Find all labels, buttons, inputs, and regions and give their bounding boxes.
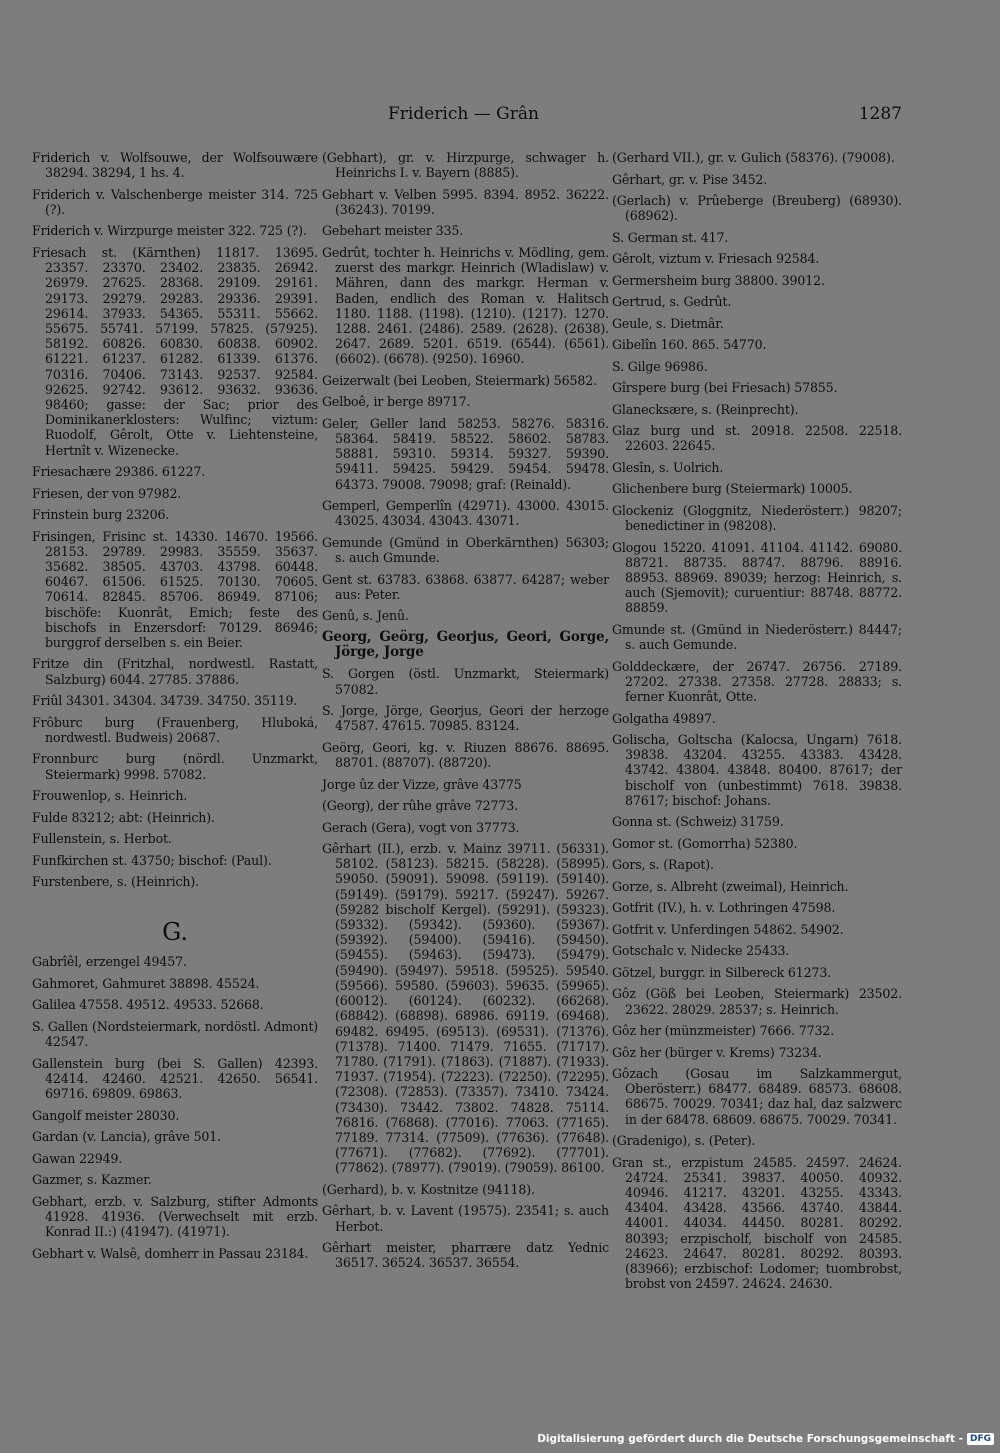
index-entry: Fronnburc burg (nördl. Unzmarkt, Steiermark) 9998. 57082. [32, 751, 318, 782]
index-entry: S. Jorge, Jörge, Georjus, Geori der herzoge 47587. 47615. 70985. 83124. [322, 703, 609, 734]
index-entry: Glesîn, s. Uolrich. [612, 459, 724, 475]
index-entry: Gonna st. (Schweiz) 31759. [612, 814, 784, 830]
index-entry: Golgatha 49897. [612, 710, 716, 726]
index-entry: S. Gilge 96986. [612, 358, 708, 374]
index-entry: Golischa, Goltscha (Kalocsa, Ungarn) 7618. 39838. 43204. 43255. 43383. 43428. 43742. 43804. 43848. 80400. 87617; der bischolf von (unbestimmt) 7618. 39838. 87617; bischof: Johans. [612, 732, 902, 808]
index-entry: Glockeniz (Gloggnitz, Niederösterr.) 98207; benedictiner in (98208). [612, 502, 902, 534]
index-entry: Germersheim burg 38800. 39012. [612, 272, 825, 288]
index-entry: Gêrhart (II.), erzb. v. Mainz 39711. (56331). 58102. (58123). 58215. (58228). (58995). 59050. (59091). 59098. (59119). (59140). (59149). (59179). 59217. (59247). 59267. (59282 bischolf Kergel). (59291). (59323). (59332). (59342). (59360). (59367). (59392). (59400). (59416). (59450). (59455). (59463). (59473). (59479). (59490). (59497). 59518. (59525). 59540. (59566). 59580. (59603). 59635. (59965). (60012). (60124). (60232). (66268). (68842). (68898). 68986. 69119. (69468). 69482. 69495. (69513). (69531). (71376). (71378). 71400. 71479. 71655. (71717). 71780. (71791). (71863). (71887). (71933). 71937. (71954). (72223). (72250). (72295). (72308). (72853). (73357). 73410. 73424. (73430). 73442. 73802. 74828. 75114. 76816. (76868). (77016). 77063. (77165). 77189. 77314. (77509). (77636). (77648). (77671). (77682). (77692). (77701). (77862). (78977). (79019). (79059). 86100. [322, 841, 609, 1176]
index-entry: Frôburc burg (Frauenberg, Hluboká, nordwestl. Budweis) 20687. [32, 714, 318, 745]
index-entry: Friderich v. Wolfsouwe, der Wolfsouwære 38294. 38294, 1 hs. 4. [32, 150, 318, 181]
index-entry: Genû, s. Jenû. [322, 608, 409, 624]
index-entry: Funfkirchen st. 43750; bischof: (Paul). [32, 852, 272, 868]
index-entry: Gerach (Gera), vogt von 37773. [322, 819, 520, 835]
index-entry: Fulde 83212; abt: (Heinrich). [32, 809, 215, 825]
index-entry: (Gerhard), b. v. Kostnitze (94118). [322, 1181, 535, 1197]
index-entry: Frouwenlop, s. Heinrich. [32, 788, 188, 804]
index-entry: Gors, s. (Rapot). [612, 857, 714, 873]
index-entry: Gebhart v. Walsê, domherr in Passau 23184. [32, 1245, 309, 1261]
index-entry: Gebhart, erzb. v. Salzburg, stifter Admonts 41928. 41936. (Verwechselt mit erzb. Konrad II.:) (41947). (41971). [32, 1193, 318, 1239]
index-entry: Friderich v. Valschenberge meister 314. 725 (?). [32, 186, 318, 217]
index-entry: Galilea 47558. 49512. 49533. 52668. [32, 997, 264, 1013]
index-entry: Gêrhart meister, pharrære datz Yednic 36517. 36524. 36537. 36554. [322, 1240, 609, 1271]
index-entry: Friderich v. Wirzpurge meister 322. 725 (?). [32, 223, 307, 239]
index-entry: Jorge ûz der Vizze, grâve 43775 [322, 776, 522, 792]
index-entry: Frinstein burg 23206. [32, 507, 170, 523]
index-entry: Gabrîêl, erzengel 49457. [32, 954, 187, 970]
index-entry: Gran st., erzpistum 24585. 24597. 24624. 24724. 25341. 39837. 40050. 40932. 40946. 41217. 43201. 43255. 43343. 43404. 43428. 43566. 43740. 43844. 44001. 44034. 44450. 80281. 80292. 80393; erzpischolf, bischolf von 24585. 24623. 24647. 80281. 80292. 80393. (83966); erzbischof: Lodomer; tuombrobst, brobst von 24597. 24624. 24630. [612, 1154, 902, 1292]
index-entry: Gebhart v. Velben 5995. 8394. 8952. 36222. (36243). 70199. [322, 186, 609, 217]
index-entry: Gêrolt, viztum v. Friesach 92584. [612, 251, 820, 267]
index-entry: (Georg), der rûhe grâve 72773. [322, 798, 518, 814]
index-entry: Gahmoret, Gahmuret 38898. 45524. [32, 975, 260, 991]
index-entry: Gardan (v. Lancia), grâve 501. [32, 1129, 222, 1145]
index-entry: Gotfrit v. Unferdingen 54862. 54902. [612, 921, 844, 937]
index-entry: Fullenstein, s. Herbot. [32, 831, 172, 847]
index-entry: Gemperl, Gemperlîn (42971). 43000. 43015. 43025. 43034. 43043. 43071. [322, 498, 609, 529]
index-entry: Gawan 22949. [32, 1150, 123, 1166]
index-entry: Gertrud, s. Gedrût. [612, 294, 732, 310]
index-entry: Geler, Geller land 58253. 58276. 58316. 58364. 58419. 58522. 58602. 58783. 58881. 59310. 59314. 59327. 59390. 59411. 59425. 59429. 59454. 59478. 64373. 79008. 79098; graf: (Reinald). [322, 415, 609, 492]
index-entry: Glanecksære, s. (Reinprecht). [612, 401, 799, 417]
index-entry: Gôz her (münzmeister) 7666. 7732. [612, 1023, 835, 1039]
index-entry: Gôz (Göß bei Leoben, Steiermark) 23502. 23622. 28029. 28537; s. Heinrich. [612, 986, 902, 1017]
index-entry: Gallenstein burg (bei S. Gallen) 42393. 42414. 42460. 42521. 42650. 56541. 69716. 69809. 69863. [32, 1055, 318, 1102]
index-entry: Götzel, burggr. in Silbereck 61273. [612, 964, 832, 980]
index-entry: Friesach st. (Kärnthen) 11817. 13695. 23357. 23370. 23402. 23835. 26942. 26979. 27625. 28368. 29109. 29161. 29173. 29279. 29283. 29336. 29391. 29614. 37933. 54365. 55311. 55662. 55675. 55741. 57199. 57825. (57925). 58192. 60826. 60830. 60838. 60902. 61221. 61237. 61282. 61339. 61376. 70316. 70406. 73143. 92537. 92584. 92625. 92742. 93612. 93632. 93636. 98460; gasse: der Sac; prior des Dominikanerklosters: Wulfinc; viztum: Ruodolf, Gêrolt, Otte v. Liehtensteine, Hertnît v. Wizenecke. [32, 244, 318, 458]
index-entry: Geule, s. Dietmâr. [612, 315, 724, 331]
index-column-1 [32, 150, 318, 1267]
index-entry: Geizerwalt (bei Leoben, Steiermark) 56582. [322, 372, 597, 388]
footer-credit [537, 1433, 994, 1445]
index-entry: Golddeckære, der 26747. 26756. 27189. 27202. 27338. 27358. 27728. 28833; s. ferner Kuonrât, Otte. [612, 658, 902, 705]
index-entry: Gelboê, ir berge 89717. [322, 394, 471, 410]
index-entry: Gmunde st. (Gmünd in Niederösterr.) 84447; s. auch Gemunde. [612, 621, 902, 653]
index-column-3 [612, 150, 902, 1298]
index-entry: Gemunde (Gmünd in Oberkärnthen) 56303; s. auch Gmunde. [322, 534, 609, 566]
index-entry: (Gerhard VII.), gr. v. Gulich (58376). (79008). [612, 150, 895, 165]
index-entry: Gazmer, s. Kazmer. [32, 1172, 152, 1188]
index-entry: S. Gallen (Nordsteiermark, nordöstl. Admont) 42547. [32, 1018, 318, 1050]
footer-text: Digitalisierung gefördert durch die Deutsche Forschungsgemeinschaft - [537, 1433, 963, 1445]
index-entry: Geörg, Geori, kg. v. Riuzen 88676. 88695. 88701. (88707). (88720). [322, 739, 609, 771]
index-entry: (Gebhart), gr. v. Hirzpurge, schwager h. Heinrichs I. v. Bayern (8885). [322, 150, 609, 181]
index-entry: Fritze din (Fritzhal, nordwestl. Rastatt, Salzburg) 6044. 27785. 37886. [32, 656, 318, 687]
section-heading: G. [162, 918, 188, 947]
index-entry: Glichenbere burg (Steiermark) 10005. [612, 481, 853, 497]
index-entry: (Gerlach) v. Prûeberge (Breuberg) (68930). (68962). [612, 193, 902, 224]
index-entry: Gorze, s. Albreht (zweimal), Heinrich. [612, 878, 849, 894]
page-header [0, 104, 1000, 134]
index-entry: Gîrspere burg (bei Friesach) 57855. [612, 380, 838, 396]
index-entry: Gêrhart, gr. v. Pise 3452. [612, 171, 768, 187]
index-entry: S. German st. 417. [612, 229, 729, 245]
index-entry: Friûl 34301. 34304. 34739. 34750. 35119. [32, 693, 298, 709]
index-entry: Friesen, der von 97982. [32, 485, 182, 501]
index-entry: Glaz burg und st. 20918. 22508. 22518. 22603. 22645. [612, 423, 902, 454]
index-entry: Gebehart meister 335. [322, 223, 464, 239]
index-entry: Gedrût, tochter h. Heinrichs v. Mödling, gem. zuerst des markgr. Heinrich (Wladislaw) v. Mähren, dann des markgr. Herman v. Baden, endlich des Roman v. Halitsch 1180. 1188. (1198). (1210). (1217). 1270. 1288. 2461. (2486). 2589. (2628). (2638). 2647. 2689. 5201. 6519. (6544). (6561). (6602). (6678). (9250). 16960. [322, 244, 609, 367]
index-entry: Gent st. 63783. 63868. 63877. 64287; weber aus: Peter. [322, 571, 609, 602]
index-entry: Frisingen, Frisinc st. 14330. 14670. 19566. 28153. 29789. 29983. 35559. 35637. 35682. 38505. 43703. 43798. 60448. 60467. 61506. 61525. 70130. 70605. 70614. 82845. 85706. 86949. 87106; bischöfe: Kuonrât, Emich; feste des bischofs in Enzersdorf: 70129. 86946; burggrof derselben s. ein Beier. [32, 528, 318, 650]
index-entry: Glogou 15220. 41091. 41104. 41142. 69080. 88721. 88735. 88747. 88796. 88916. 88953. 88969. 89039; herzog: Heinrich, s. auch (Sjemovit); curuentiur: 88748. 88772. 88859. [612, 539, 902, 616]
index-entry: S. Gorgen (östl. Unzmarkt, Steiermark) 57082. [322, 666, 609, 697]
index-entry: Gôzach (Gosau im Salzkammergut, Oberösterr.) 68477. 68489. 68573. 68608. 68675. 70029. 70341; daz hal, daz salzwerc in der 68478. 68609. 68675. 70029. 70341. [612, 1066, 902, 1127]
index-entry: Gotschalc v. Nidecke 25433. [612, 943, 790, 959]
index-entry: Gêrhart, b. v. Lavent (19575). 23541; s. auch Herbot. [322, 1203, 609, 1234]
index-entry: Friesachære 29386. 61227. [32, 464, 206, 480]
index-entry: (Gradenigo), s. (Peter). [612, 1133, 756, 1149]
index-entry: Gibelîn 160. 865. 54770. [612, 337, 767, 353]
running-head-title: Friderich — Grân [388, 104, 539, 124]
index-entry: Gomor st. (Gomorrha) 52380. [612, 835, 798, 851]
index-column-2 [322, 150, 609, 1277]
page-number: 1287 [858, 104, 902, 124]
index-entry: Georg, Geörg, Georjus, Geori, Gorge, Jörge, Jorge [322, 628, 609, 660]
index-entry: Gotfrit (IV.), h. v. Lothringen 47598. [612, 900, 836, 916]
dfg-logo: DFG [967, 1433, 994, 1445]
index-entry: Furstenbere, s. (Heinrich). [32, 874, 199, 890]
index-entry: Gangolf meister 28030. [32, 1107, 180, 1123]
index-entry: Gôz her (bürger v. Krems) 73234. [612, 1044, 822, 1060]
